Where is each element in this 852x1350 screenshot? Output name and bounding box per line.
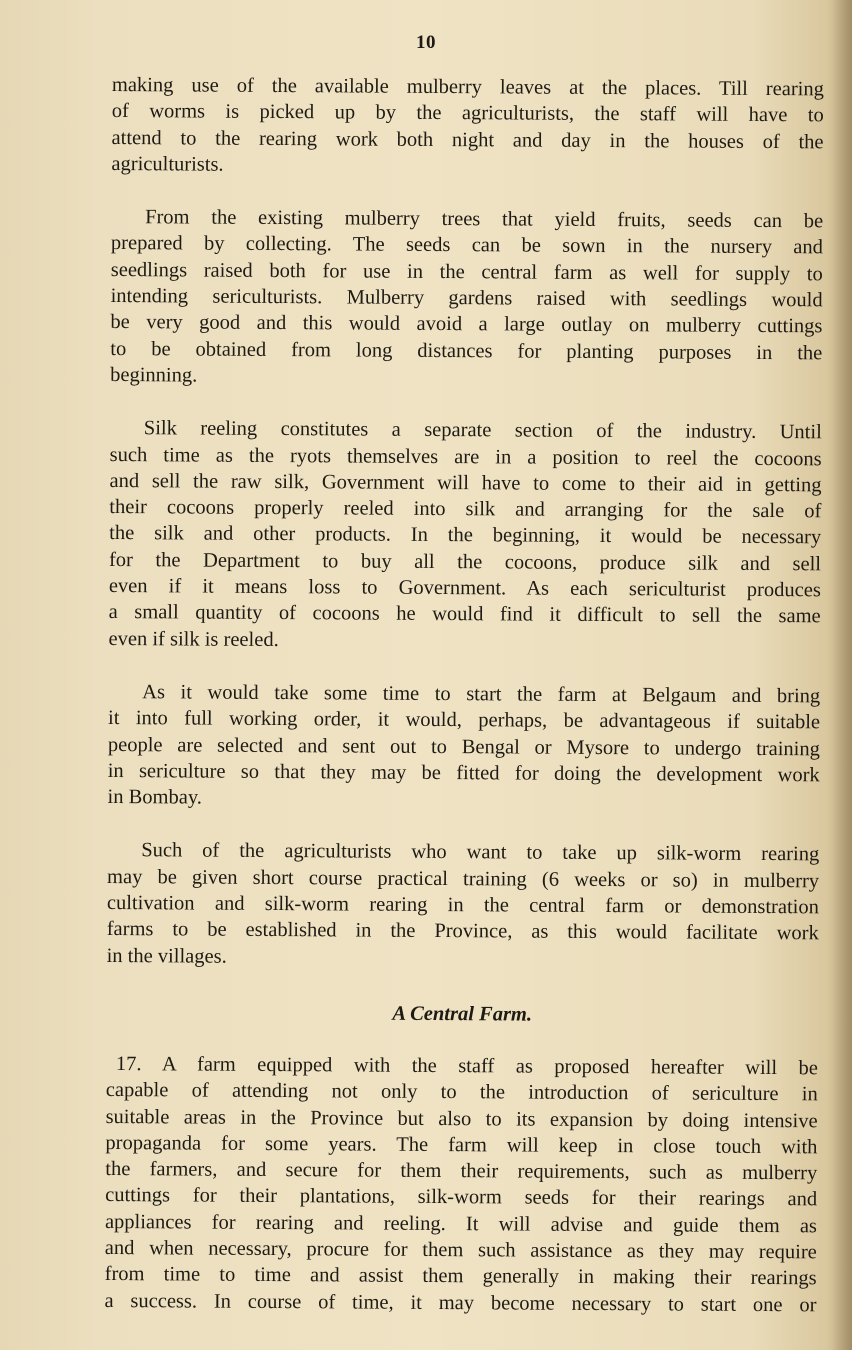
text-line: their cocoons properly reeled into silk and arranging for the sale of bbox=[109, 496, 822, 523]
text-line: propaganda for some years. The farm will keep in close touch with bbox=[105, 1131, 818, 1159]
text-line: even if silk is reeled. bbox=[108, 627, 279, 651]
text-line: farms to be established in the Province, as this would facilitate work bbox=[106, 918, 819, 945]
paragraph-gap bbox=[106, 969, 818, 1003]
section-heading: A Central Farm. bbox=[392, 1002, 533, 1026]
paragraph-gap bbox=[108, 652, 820, 683]
text-line: beginning. bbox=[110, 363, 198, 387]
text-line: a small quantity of cocoons he would find it difficult to sell the same bbox=[108, 601, 821, 628]
text-line: in sericulture so that they may be fitted for doing the development work bbox=[107, 759, 820, 787]
paragraph-gap bbox=[110, 388, 822, 419]
text-line: Silk reeling constitutes a separate section of the industry. Until bbox=[143, 417, 822, 444]
paragraph-practical-training bbox=[107, 837, 820, 973]
paragraph-training-bengal-mysore bbox=[107, 679, 820, 815]
text-line: seedlings raised both for use in the central farm as well for supply to bbox=[110, 258, 823, 286]
text-line: agriculturists. bbox=[111, 152, 224, 176]
text-line: From the existing mulberry trees that yield fruits, seeds can be bbox=[145, 206, 824, 233]
text-line: 17. A farm equipped with the staff as proposed hereafter will be bbox=[115, 1052, 818, 1080]
text-line: it into full working order, it would, perhaps, be advantageous if suitable bbox=[107, 707, 821, 734]
text-line: intending sericulturists. Mulberry gardens raised with seedlings would bbox=[110, 285, 823, 312]
text-line: for the Department to buy all the cocoons, produce silk and sell bbox=[108, 548, 822, 576]
text-line: in Bombay. bbox=[107, 786, 202, 809]
text-line: making use of the available mulberry leaves at the places. Till rearing bbox=[111, 73, 824, 101]
text-line: the silk and other products. In the beginning, it would be necessary bbox=[109, 522, 822, 549]
text-line: cultivation and silk-worm rearing in the central farm or demonstration bbox=[106, 892, 819, 919]
page-number: 10 bbox=[416, 32, 436, 53]
text-line: people are selected and sent out to Bengal or Mysore to undergo training bbox=[107, 733, 820, 760]
text-line: such time as the ryots themselves are in a position to reel the cocoons bbox=[109, 443, 822, 470]
paragraph-17-central-farm bbox=[104, 1051, 818, 1318]
paragraph-continuation bbox=[111, 72, 824, 182]
text-line: suitable areas in the Province but also to its expansion by doing intensive bbox=[105, 1105, 818, 1132]
page-spine-shadow bbox=[832, 0, 852, 1350]
text-line: prepared by collecting. The seeds can be sown in the nursery and bbox=[110, 232, 824, 259]
text-line: Such of the agriculturists who want to take up silk-worm rearing bbox=[141, 839, 820, 866]
text-line: even if it means loss to Government. As each sericulturist produces bbox=[108, 575, 821, 602]
text-line: and sell the raw silk, Government will have to come to their aid in getting bbox=[109, 469, 822, 497]
text-line: a success. In course of time, it may become necessary to start one or bbox=[104, 1289, 817, 1316]
text-line: be very good and this would avoid a large outlay on mulberry cuttings bbox=[110, 311, 823, 338]
paragraph-mulberry-seeds bbox=[110, 204, 823, 392]
paragraph-silk-reeling bbox=[108, 415, 821, 656]
text-line: appliances for rearing and reeling. It will advise and guide them as bbox=[104, 1210, 818, 1238]
text-line: to be obtained from long distances for planting purposes in the bbox=[110, 337, 823, 365]
paragraph-gap bbox=[107, 810, 819, 841]
text-line: the farmers, and secure for them their requirements, such as mulberry bbox=[105, 1158, 818, 1185]
text-line: from time to time and assist them generally in making their rearings bbox=[104, 1263, 817, 1290]
paragraph-gap bbox=[111, 177, 823, 208]
text-line: As it would take some time to start the farm at Belgaum and bring bbox=[142, 681, 821, 708]
text-line: in the villages. bbox=[106, 944, 227, 968]
text-line: may be given short course practical training (6 weeks or so) in mulberry bbox=[107, 865, 820, 893]
text-line: and when necessary, procure for them such assistance as they may require bbox=[104, 1236, 817, 1264]
text-line: of worms is picked up by the agriculturists, the staff will have to bbox=[111, 100, 824, 127]
text-line: capable of attending not only to the introduction of sericulture in bbox=[105, 1079, 818, 1106]
text-line: cuttings for their plantations, silk-worm seeds for their rearings and bbox=[105, 1184, 818, 1211]
page-body bbox=[104, 72, 824, 1318]
text-line: attend to the rearing work both night and day in the houses of the bbox=[111, 126, 824, 153]
